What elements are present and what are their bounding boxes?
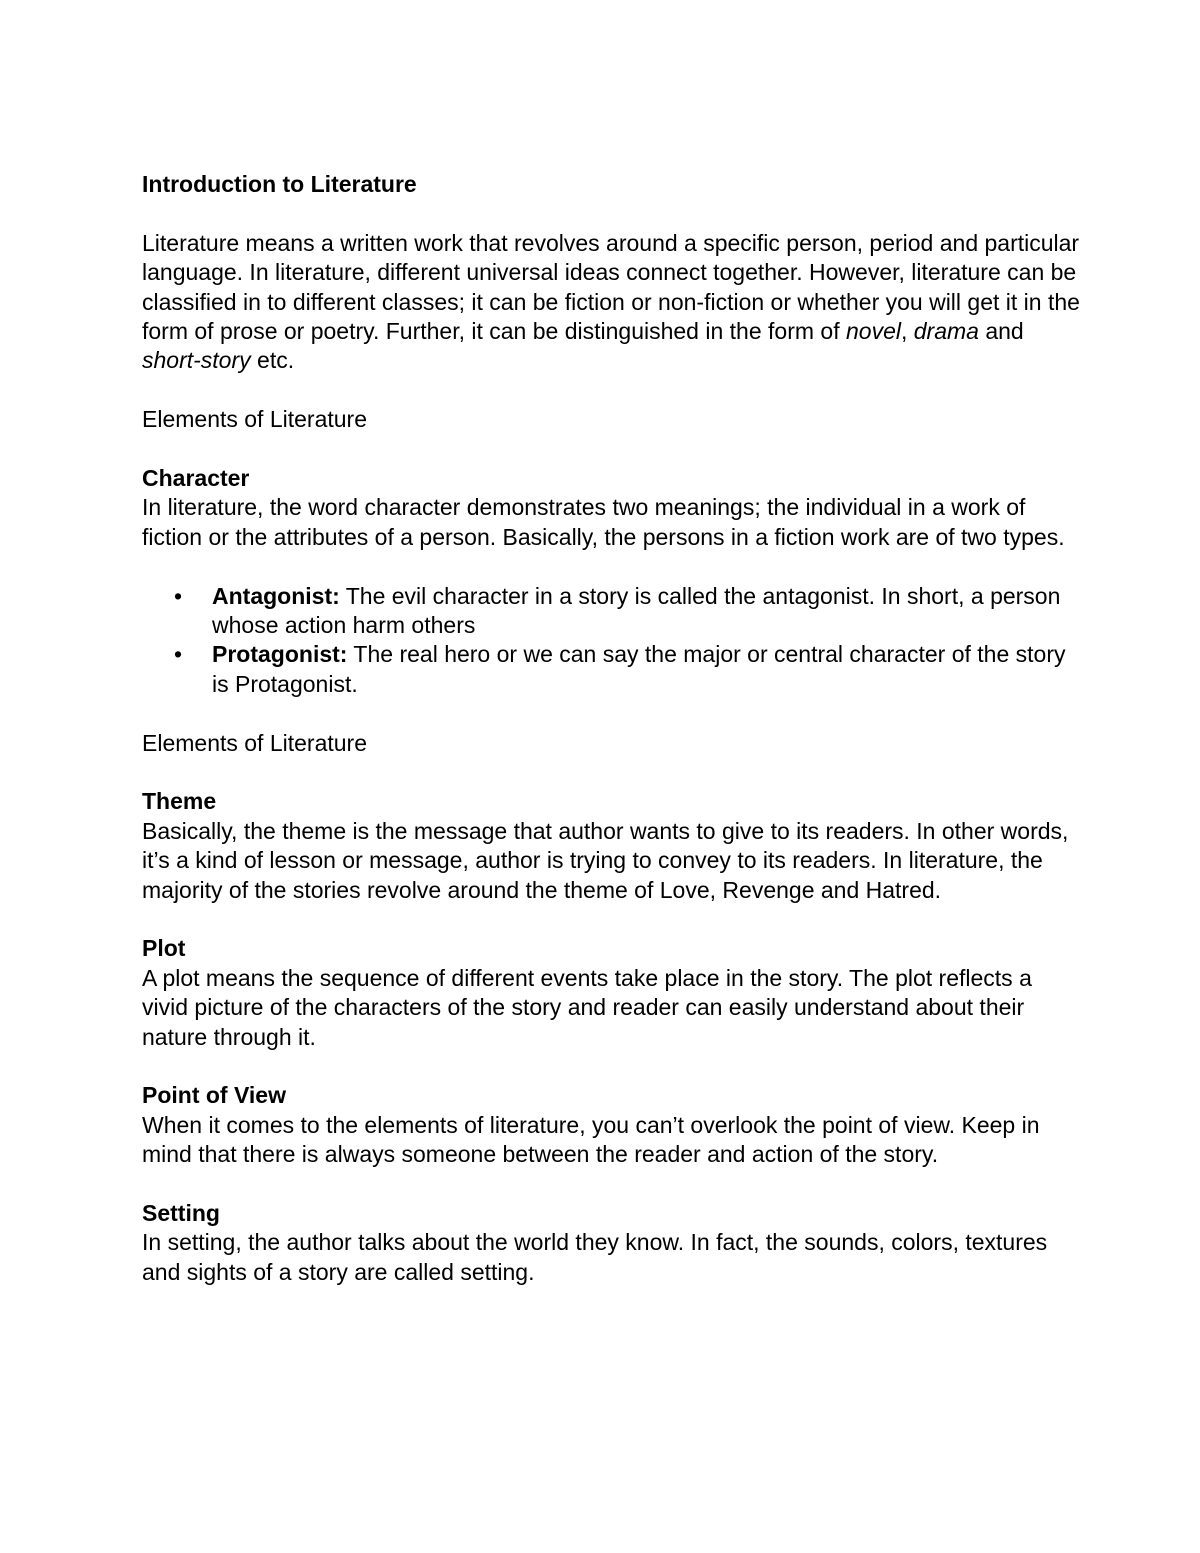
intro-comma: , [900, 318, 914, 345]
character-types-list [142, 582, 1080, 700]
antagonist-desc: The evil character in a story is called the antagonist. In short, a person whose action harm others [212, 582, 1061, 639]
intro-short-story: short-story [142, 347, 251, 374]
intro-and: and [978, 318, 1024, 345]
intro-paragraph [142, 229, 1080, 376]
protagonist-desc: The real hero or we can say the major or central character of the story is Protagonist. [212, 641, 1066, 697]
elements-heading-2: Elements of Literature [142, 729, 368, 756]
character-body: In literature, the word character demonstrates two meanings; the individual in a work of fiction or the attributes of a person. Basically, the persons in a fiction work are of two types. [142, 494, 1065, 550]
bullet-icon: • [174, 641, 183, 668]
bullet-icon: • [174, 582, 183, 609]
list-item-antagonist [174, 582, 1080, 641]
character-heading: Character [142, 465, 250, 492]
point-of-view-heading: Point of View [142, 1082, 286, 1109]
document-title: Introduction to Literature [142, 171, 417, 197]
intro-novel: novel [845, 318, 901, 345]
intro-etc: etc. [250, 347, 295, 374]
intro-drama: drama [913, 318, 979, 345]
elements-heading-1: Elements of Literature [142, 406, 368, 433]
plot-heading: Plot [142, 935, 186, 962]
point-of-view-body: When it comes to the elements of literature, you can’t overlook the point of view. Keep in mind that there is always someone between the reader and action of the story. [142, 1111, 1040, 1168]
plot-body: A plot means the sequence of different events take place in the story. The plot reflects a vivid picture of the characters of the story and reader can easily understand about their nature through it. [142, 964, 1032, 1050]
antagonist-term: Antagonist: [212, 582, 340, 609]
theme-body: Basically, the theme is the message that author wants to give to its readers. In other words, it’s a kind of lesson or message, author is trying to convey to its readers. In literature, the majority of the stories revolve around the theme of Love, Revenge and Hatred. [142, 817, 1069, 903]
setting-heading: Setting [142, 1200, 220, 1227]
intro-text: Literature means a written work that revolves around a specific person, period and particular language. In literature, different universal ideas connect together. However, literature can be classified in to different classes; it can be fiction or non-fiction or whether you will get it in the form of prose or poetry. Further, it can be distinguished in the form of [142, 229, 1080, 345]
list-item-protagonist [174, 640, 1080, 699]
theme-heading: Theme [142, 788, 217, 815]
setting-body: In setting, the author talks about the world they know. In fact, the sounds, colors, textures and sights of a story are called setting. [142, 1229, 1048, 1285]
protagonist-term: Protagonist: [212, 641, 348, 668]
